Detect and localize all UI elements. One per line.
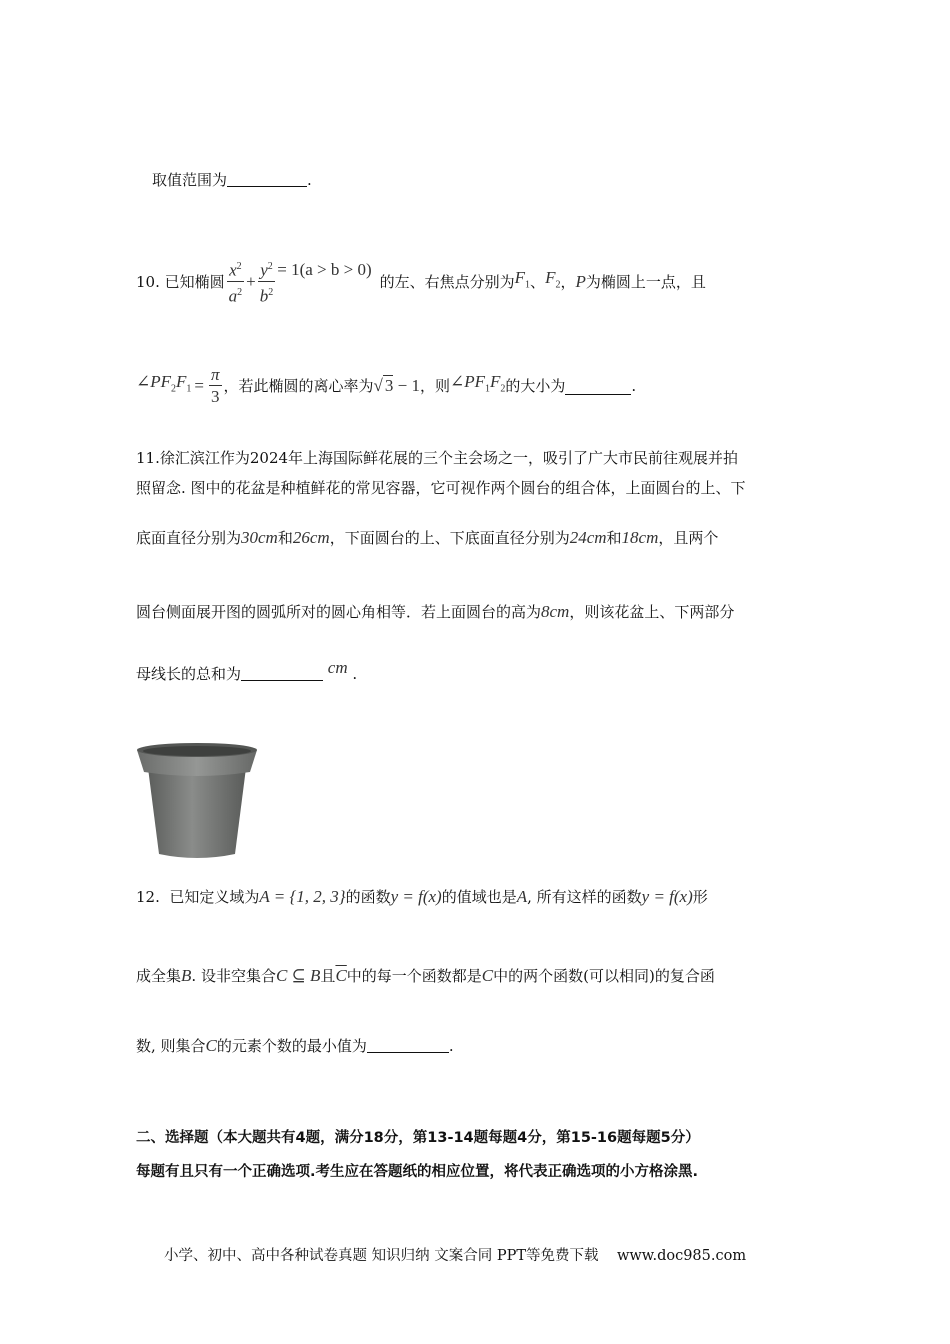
section-2-instruction: 每题有且只有一个正确选项.考生应在答题纸的相应位置，将代表正确选项的小方格涂黑. — [136, 1164, 699, 1180]
footer-link[interactable]: www.doc985.com — [616, 1248, 747, 1264]
angle-pf1f2: $\angle PF_1F_2$ — [450, 372, 506, 395]
answer-blank[interactable] — [227, 170, 307, 187]
q12-line3: 数, 则集合C的元素个数的最小值为 . — [136, 1036, 454, 1055]
focus-f2: $F_2$ — [545, 268, 561, 291]
fraction-y2-b2: $\frac{y^2}{b^2}$ — [258, 257, 276, 307]
fraction-pi-3: $\frac{\pi}{3}$ — [211, 364, 220, 406]
fraction-x2-a2: $\frac{x^2}{a^2}$ — [227, 257, 245, 307]
q12-line1: 12. 已知定义域为A = {1, 2, 3}的函数y = f(x)的值域也是A, 所有这样的函数y = f(x)形 — [136, 887, 708, 906]
q11-line1: 11.徐汇滨江作为2024年上海国际鲜花展的三个主会场之一，吸引了广大市民前往观展并拍 — [136, 449, 739, 467]
q12-line2: 成全集B. 设非空集合C ⊆ B且$\overline{C}$中的每一个函数都是C中的两个函数(可以相同)的复合函 — [136, 966, 715, 985]
focus-f1: $F_1$ — [514, 268, 531, 291]
angle-pf2f1: $\angle PF_2F_1$ — [136, 372, 192, 395]
footer: 小学、初中、高中各种试卷真题 知识归纳 文案合同 PPT等免费下载 www.doc985.com — [164, 1248, 747, 1264]
q10-line1: 10. 已知椭圆 $\frac{x^2}{a^2}$ + $\frac{y^2}{b^2}$ = 1(a > b > 0) 的左、右焦点分别为 $F_1$ 、 $F_2$ ， P 为椭圆上一点，且 — [136, 250, 706, 314]
q11-line5: 母线长的总和为 cm . — [136, 658, 358, 683]
pot-body — [148, 768, 246, 858]
q11-line4: 圆台侧面展开图的圆弧所对的圆心角相等．若上面圆台的高为8cm，则该花盆上、下两部分 — [136, 602, 735, 621]
eccentricity: √ 3 − 1 — [373, 376, 420, 395]
answer-blank[interactable] — [367, 1036, 449, 1053]
answer-blank[interactable] — [241, 664, 323, 681]
q9-tail: 取值范围为 . — [152, 171, 312, 189]
answer-blank[interactable] — [565, 378, 631, 395]
q11-line3: 底面直径分别为30cm和26cm，下面圆台的上、下底面直径分别为24cm和18cm，且两个 — [136, 528, 719, 547]
flower-pot-image — [134, 742, 260, 862]
q11-line2: 照留念. 图中的花盆是种植鲜花的常见容器，它可视作两个圆台的组合体，上面圆台的上、下 — [136, 479, 746, 497]
section-2-title: 二、选择题（本大题共有4题，满分18分，第13-14题每题4分，第15-16题每题5分） — [136, 1130, 700, 1146]
q10-line2: $\angle PF_2F_1$ = $\frac{\pi}{3}$ ，若此椭圆的离心率为 √ 3 − 1 ，则 $\angle PF_1F_2$ 的大小为 . — [136, 364, 637, 406]
